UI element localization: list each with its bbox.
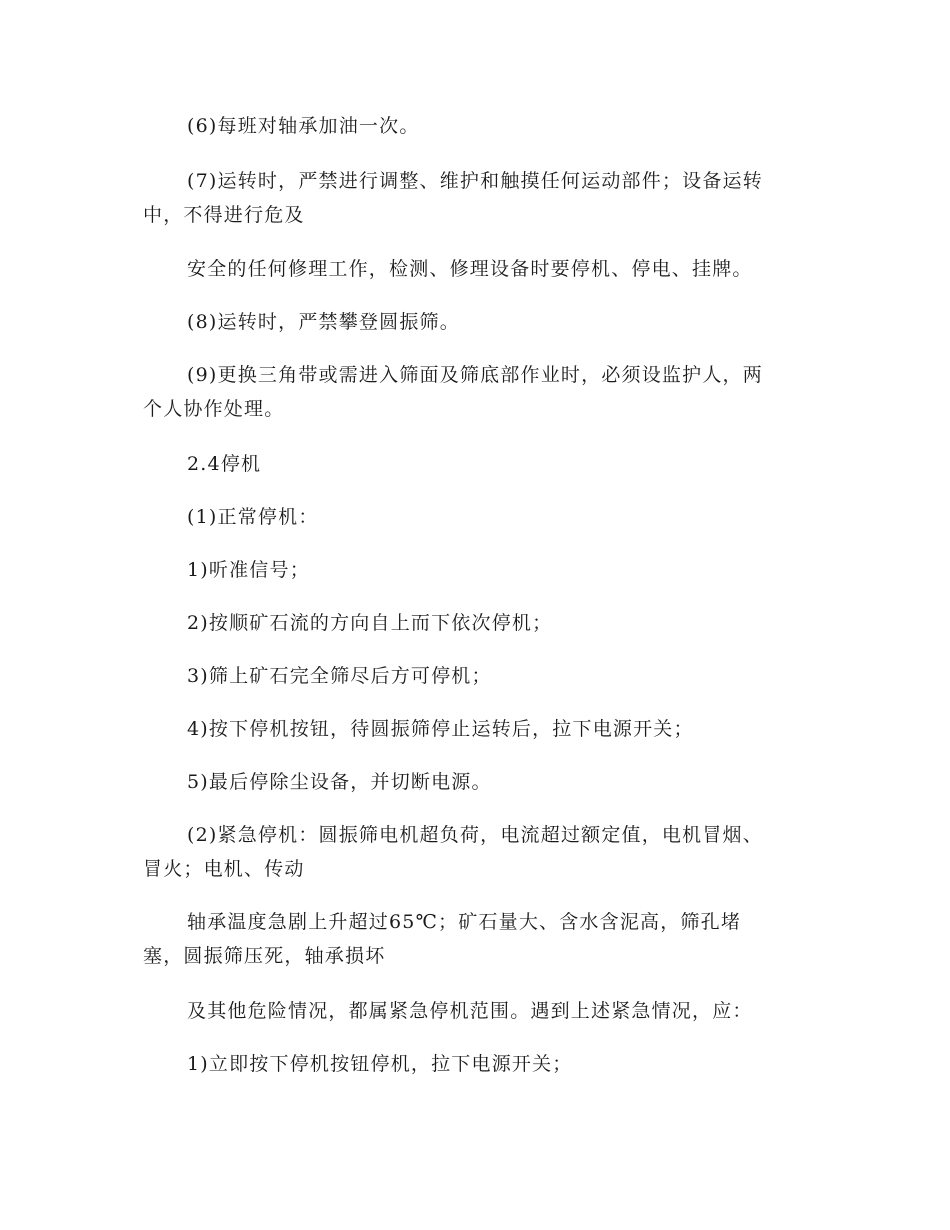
paragraph-line: 1)听准信号； xyxy=(187,559,310,581)
paragraph-bearing-oiling xyxy=(187,109,420,143)
paragraph-line: 4)按下停机按钮，待圆振筛停止运转后，拉下电源开关； xyxy=(187,718,694,740)
paragraph-line: (6)每班对轴承加油一次。 xyxy=(187,115,420,137)
paragraph-other-hazards xyxy=(187,994,753,1028)
paragraph-line: 安全的任何修理工作，检测、修理设备时要停机、停电、挂牌。 xyxy=(187,258,753,280)
paragraph-emergency-shutdown xyxy=(143,818,763,886)
section-heading-text: 2.4停机 xyxy=(187,453,262,475)
paragraph-line: (2)紧急停机：圆振筛电机超负荷，电流超过额定值，电机冒烟、 xyxy=(187,824,763,846)
paragraph-line: 5)最后停除尘设备，并切断电源。 xyxy=(187,771,492,793)
paragraph-line: 及其他危险情况，都属紧急停机范围。遇到上述紧急情况，应： xyxy=(187,1000,753,1022)
list-item-screen-empty xyxy=(187,659,492,693)
paragraph-line: (7)运转时，严禁进行调整、维护和触摸任何运动部件；设备运转 xyxy=(187,170,763,192)
section-heading-shutdown xyxy=(187,447,261,481)
paragraph-no-adjust-while-running xyxy=(143,164,763,232)
paragraph-bearing-temperature xyxy=(143,905,741,973)
paragraph-line: 冒火；电机、传动 xyxy=(143,858,305,880)
paragraph-no-climbing xyxy=(187,305,460,339)
paragraph-line: (9)更换三角带或需进入筛面及筛底部作业时，必须设监护人，两 xyxy=(187,364,763,386)
list-item-signal xyxy=(187,553,310,587)
paragraph-belt-replacement xyxy=(143,358,763,426)
paragraph-line: (1)正常停机： xyxy=(187,506,319,528)
paragraph-line: (8)运转时，严禁攀登圆振筛。 xyxy=(187,311,460,333)
paragraph-line: 2)按顺矿石流的方向自上而下依次停机； xyxy=(187,612,553,634)
paragraph-repair-safety xyxy=(187,252,753,286)
paragraph-line: 轴承温度急剧上升超过65℃；矿石量大、含水含泥高，筛孔堵 xyxy=(187,911,742,933)
paragraph-line: 1)立即按下停机按钮停机，拉下电源开关； xyxy=(187,1053,573,1075)
list-item-stop-button xyxy=(187,712,694,746)
paragraph-line: 3)筛上矿石完全筛尽后方可停机； xyxy=(187,665,492,687)
list-item-dust-equipment xyxy=(187,765,492,799)
paragraph-line: 中，不得进行危及 xyxy=(143,204,305,226)
list-item-shutdown-order xyxy=(187,606,552,640)
paragraph-line: 个人协作处理。 xyxy=(143,398,285,420)
list-item-immediate-stop xyxy=(187,1047,573,1081)
paragraph-normal-shutdown xyxy=(187,500,319,534)
paragraph-line: 塞，圆振筛压死，轴承损坏 xyxy=(143,945,386,967)
